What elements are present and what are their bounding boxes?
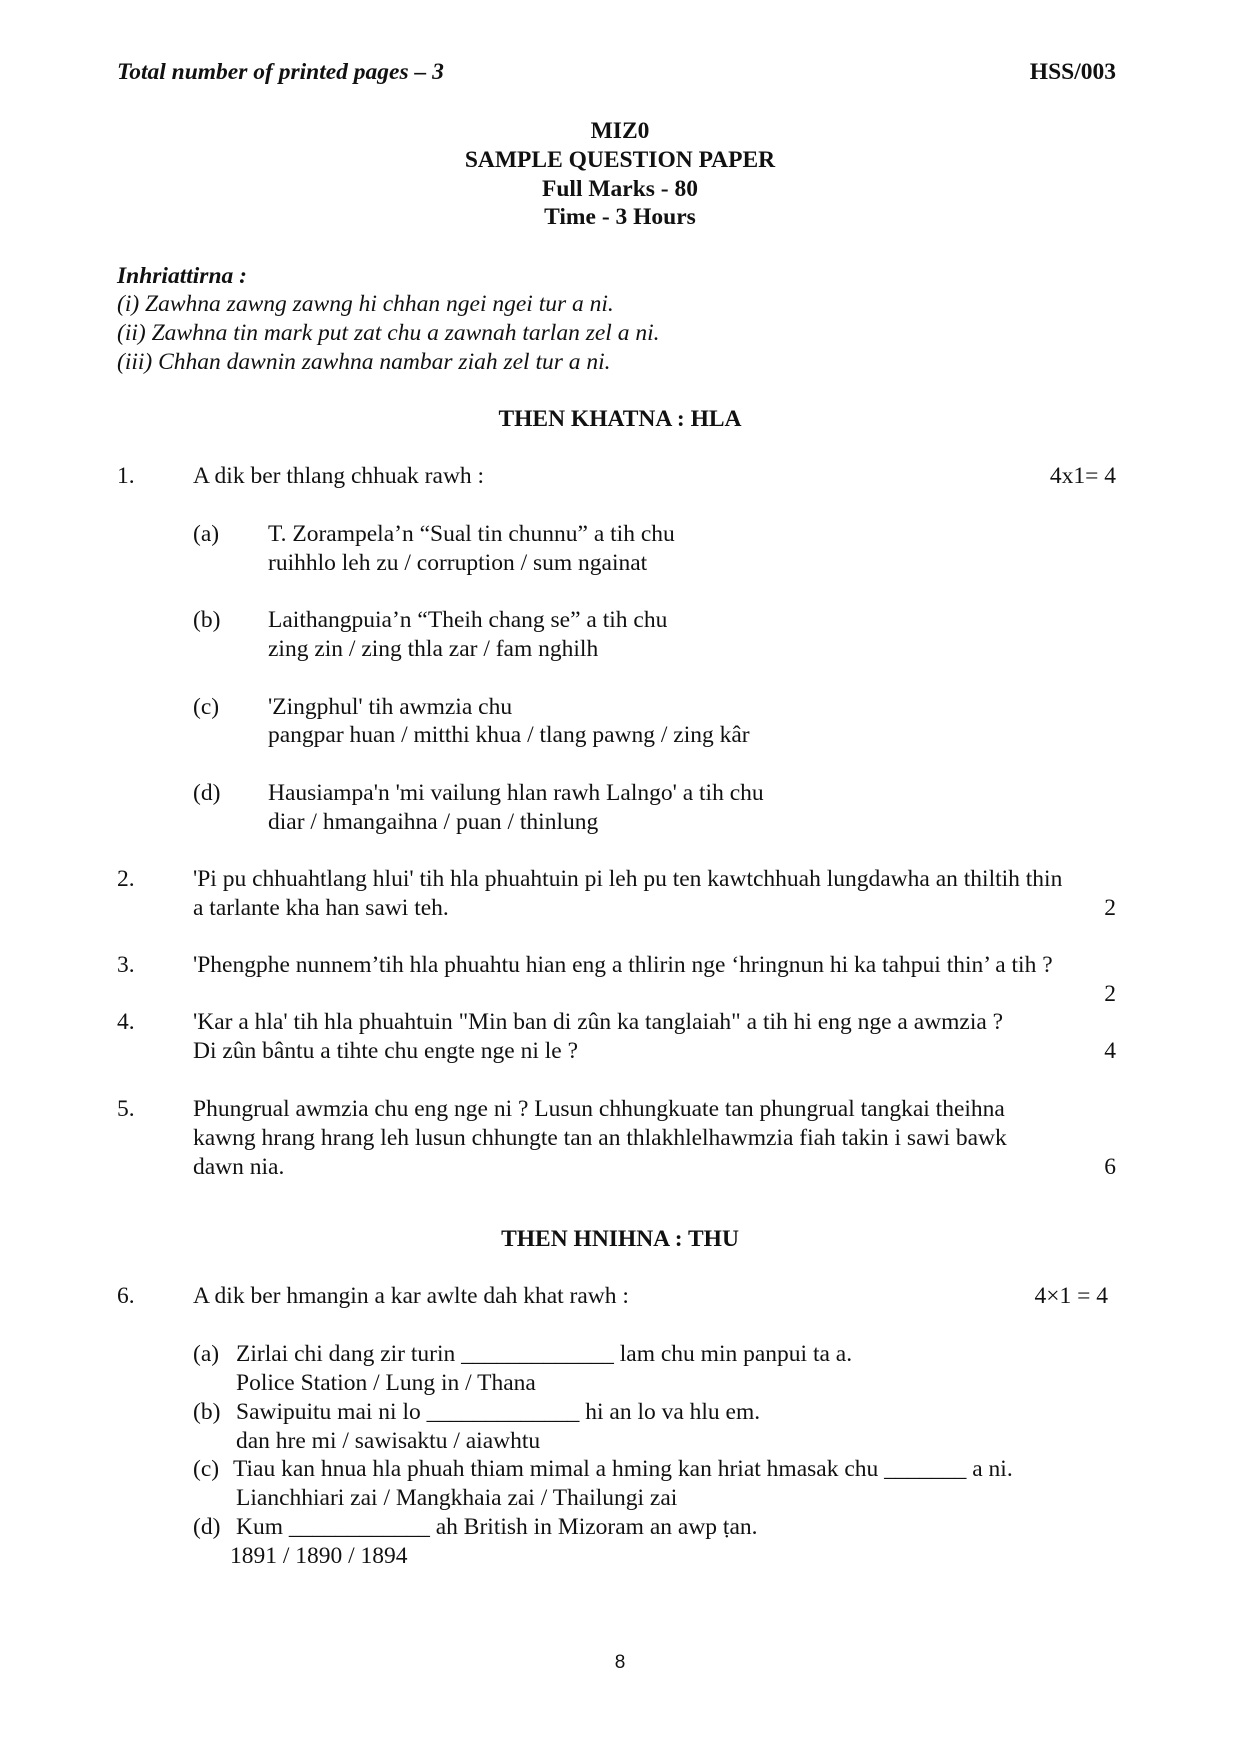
question-number: 5. (117, 1096, 135, 1122)
question-marks: 4×1 = 4 (1034, 1283, 1108, 1309)
instruction-item: (ii) Zawhna tin mark put zat chu a zawnah tarlan zel a ni. (117, 320, 660, 346)
option-text: Tiau kan hnua hla phuah thiam mimal a hming kan hriat hmasak chu _______ a ni. (233, 1456, 1013, 1482)
time-allowed: Time - 3 Hours (544, 204, 696, 230)
question-text: dawn nia. (193, 1154, 285, 1180)
option-label: (d) (193, 780, 221, 806)
instructions-heading: Inhriattirna : (117, 263, 247, 289)
option-choices: 1891 / 1890 / 1894 (230, 1543, 408, 1569)
section-heading: THEN KHATNA : HLA (498, 406, 742, 432)
question-marks: 4 (1104, 1038, 1116, 1064)
instruction-item: (i) Zawhna zawng zawng hi chhan ngei ngei tur a ni. (117, 291, 614, 317)
option-choices: Lianchhiari zai / Mangkhaia zai / Thailungi zai (236, 1485, 678, 1511)
option-choices: Police Station / Lung in / Thana (236, 1370, 536, 1396)
section-heading: THEN HNIHNA : THU (501, 1226, 739, 1252)
paper-code: HSS/003 (1029, 59, 1116, 85)
option-text: Zirlai chi dang zir turin _____________ lam chu min panpui ta a. (236, 1341, 853, 1367)
option-label: (d) (193, 1514, 221, 1540)
option-text: Hausiampa'n 'mi vailung hlan rawh Lalngo' a tih chu (268, 780, 764, 806)
page-number: 8 (614, 1652, 626, 1673)
option-choices: ruihhlo leh zu / corruption / sum ngainat (268, 550, 648, 576)
option-label: (a) (193, 521, 220, 547)
question-number: 4. (117, 1009, 135, 1035)
option-label: (c) (193, 1456, 220, 1482)
option-text: T. Zorampela’n “Sual tin chunnu” a tih chu (268, 521, 675, 547)
question-text: Di zûn bântu a tihte chu engte nge ni le ? (193, 1038, 579, 1064)
option-choices: dan hre mi / sawisaktu / aiawhtu (236, 1428, 541, 1454)
option-text: 'Zingphul' tih awmzia chu (268, 694, 513, 720)
paper-title: SAMPLE QUESTION PAPER (464, 147, 776, 173)
question-marks: 4x1= 4 (1049, 463, 1116, 489)
question-number: 3. (117, 952, 135, 978)
option-choices: zing zin / zing thla zar / fam nghilh (268, 636, 599, 662)
question-text: A dik ber hmangin a kar awlte dah khat rawh : (193, 1283, 629, 1309)
question-number: 2. (117, 866, 135, 892)
subject-title: MIZ0 (590, 118, 650, 144)
option-choices: pangpar huan / mitthi khua / tlang pawng / zing kâr (268, 722, 750, 748)
question-number: 1. (117, 463, 135, 489)
instruction-item: (iii) Chhan dawnin zawhna nambar ziah zel tur a ni. (117, 349, 611, 375)
printed-pages-note: Total number of printed pages – 3 (117, 59, 444, 85)
question-number: 6. (117, 1283, 135, 1309)
question-marks: 2 (1104, 981, 1116, 1007)
question-text: 'Phengphe nunnem’tih hla phuahtu hian eng a thlirin nge ‘hringnun hi ka tahpui thin’ a tih ? (193, 952, 1053, 978)
question-text: kawng hrang hrang leh lusun chhungte tan an thlakhlelhawmzia fiah takin i sawi bawk (193, 1125, 1007, 1151)
question-text: 'Pi pu chhuahtlang hlui' tih hla phuahtuin pi leh pu ten kawtchhuah lungdawha an thiltih thin (193, 866, 1063, 892)
option-text: Sawipuitu mai ni lo _____________ hi an lo va hlu em. (236, 1399, 761, 1425)
option-label: (c) (193, 694, 220, 720)
option-label: (b) (193, 1399, 221, 1425)
question-text: A dik ber thlang chhuak rawh : (193, 463, 485, 489)
option-text: Laithangpuia’n “Theih chang se” a tih chu (268, 607, 668, 633)
question-text: Phungrual awmzia chu eng nge ni ? Lusun chhungkuate tan phungrual tangkai theihna (193, 1096, 1005, 1122)
option-choices: diar / hmangaihna / puan / thinlung (268, 809, 599, 835)
option-label: (b) (193, 607, 221, 633)
question-marks: 2 (1104, 895, 1116, 921)
question-text: 'Kar a hla' tih hla phuahtuin "Min ban di zûn ka tanglaiah" a tih hi eng nge a awmzia ? (193, 1009, 1004, 1035)
option-text: Kum ____________ ah British in Mizoram an awp ṭan. (236, 1514, 758, 1540)
question-text: a tarlante kha han sawi teh. (193, 895, 449, 921)
option-label: (a) (193, 1341, 220, 1367)
full-marks: Full Marks - 80 (541, 176, 698, 202)
question-marks: 6 (1104, 1154, 1116, 1180)
